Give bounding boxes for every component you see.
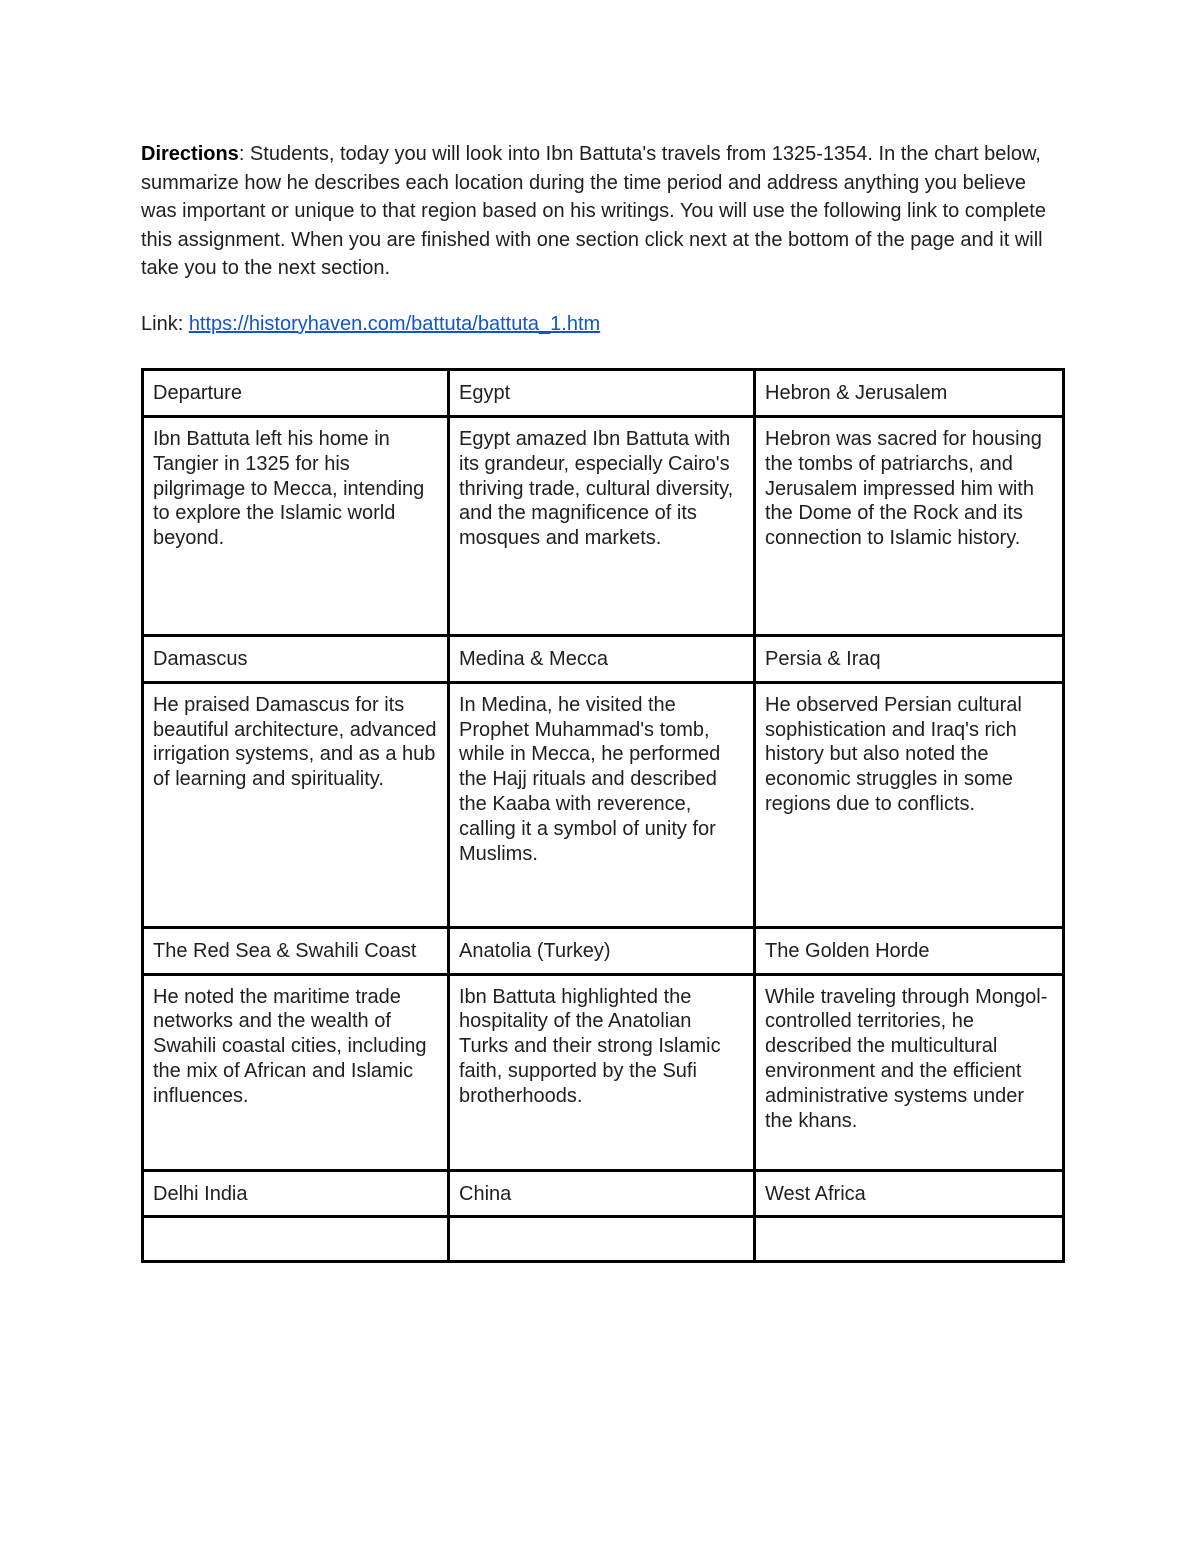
location-header-egypt: Egypt	[449, 370, 755, 417]
summary-cell-china[interactable]	[449, 1217, 755, 1262]
location-header-golden-horde: The Golden Horde	[755, 927, 1064, 974]
summary-cell-golden-horde[interactable]: While traveling through Mongol-controlled territories, he described the multicultural environment and the efficient administrative systems under the khans.	[755, 974, 1064, 1170]
table-header-row	[143, 370, 1064, 417]
travel-summary-table	[141, 368, 1065, 1263]
summary-cell-red-sea-swahili[interactable]: He noted the maritime trade networks and the wealth of Swahili coastal cities, including the mix of African and Islamic influences.	[143, 974, 449, 1170]
table-body-row	[143, 417, 1064, 636]
location-header-delhi-india: Delhi India	[143, 1170, 449, 1217]
location-header-red-sea-swahili: The Red Sea & Swahili Coast	[143, 927, 449, 974]
location-header-damascus: Damascus	[143, 636, 449, 683]
summary-cell-medina-mecca[interactable]: In Medina, he visited the Prophet Muhammad's tomb, while in Mecca, he performed the Hajj rituals and described the Kaaba with reverence, calling it a symbol of unity for Muslims.	[449, 682, 755, 927]
location-header-hebron-jerusalem: Hebron & Jerusalem	[755, 370, 1064, 417]
summary-cell-egypt[interactable]: Egypt amazed Ibn Battuta with its grandeur, especially Cairo's thriving trade, cultural diversity, and the magnificence of its mosques and markets.	[449, 417, 755, 636]
summary-cell-delhi-india[interactable]	[143, 1217, 449, 1262]
table-body-row	[143, 1217, 1064, 1262]
link-line	[141, 310, 600, 338]
table-header-row	[143, 1170, 1064, 1217]
table-header-row	[143, 927, 1064, 974]
summary-cell-departure[interactable]: Ibn Battuta left his home in Tangier in 1325 for his pilgrimage to Mecca, intending to explore the Islamic world beyond.	[143, 417, 449, 636]
assignment-link[interactable]: https://historyhaven.com/battuta/battuta_1.htm	[188, 313, 601, 335]
location-header-medina-mecca: Medina & Mecca	[449, 636, 755, 683]
location-header-west-africa: West Africa	[755, 1170, 1064, 1217]
link-label: Link:	[141, 313, 189, 335]
summary-cell-hebron-jerusalem[interactable]: Hebron was sacred for housing the tombs of patriarchs, and Jerusalem impressed him with the Dome of the Rock and its connection to Islamic history.	[755, 417, 1064, 636]
location-header-persia-iraq: Persia & Iraq	[755, 636, 1064, 683]
directions-text: : Students, today you will look into Ibn Battuta's travels from 1325-1354. In the chart below, summarize how he describes each location during the time period and address anything you believe was important or unique to that region based on his writings. You will use the following link to complete this assignment. When you are finished with one section click next at the bottom of the page and it will take you to the next section.	[141, 143, 1046, 280]
summary-cell-anatolia[interactable]: Ibn Battuta highlighted the hospitality of the Anatolian Turks and their strong Islamic faith, supported by the Sufi brotherhoods.	[449, 974, 755, 1170]
summary-cell-persia-iraq[interactable]: He observed Persian cultural sophistication and Iraq's rich history but also noted the economic struggles in some regions due to conflicts.	[755, 682, 1064, 927]
table-body-row	[143, 682, 1064, 927]
table-body-row	[143, 974, 1064, 1170]
directions-label: Directions	[141, 143, 239, 165]
directions-paragraph	[141, 140, 1061, 283]
location-header-departure: Departure	[143, 370, 449, 417]
location-header-china: China	[449, 1170, 755, 1217]
summary-cell-damascus[interactable]: He praised Damascus for its beautiful architecture, advanced irrigation systems, and as a hub of learning and spirituality.	[143, 682, 449, 927]
location-header-anatolia: Anatolia (Turkey)	[449, 927, 755, 974]
summary-cell-west-africa[interactable]	[755, 1217, 1064, 1262]
table-header-row	[143, 636, 1064, 683]
